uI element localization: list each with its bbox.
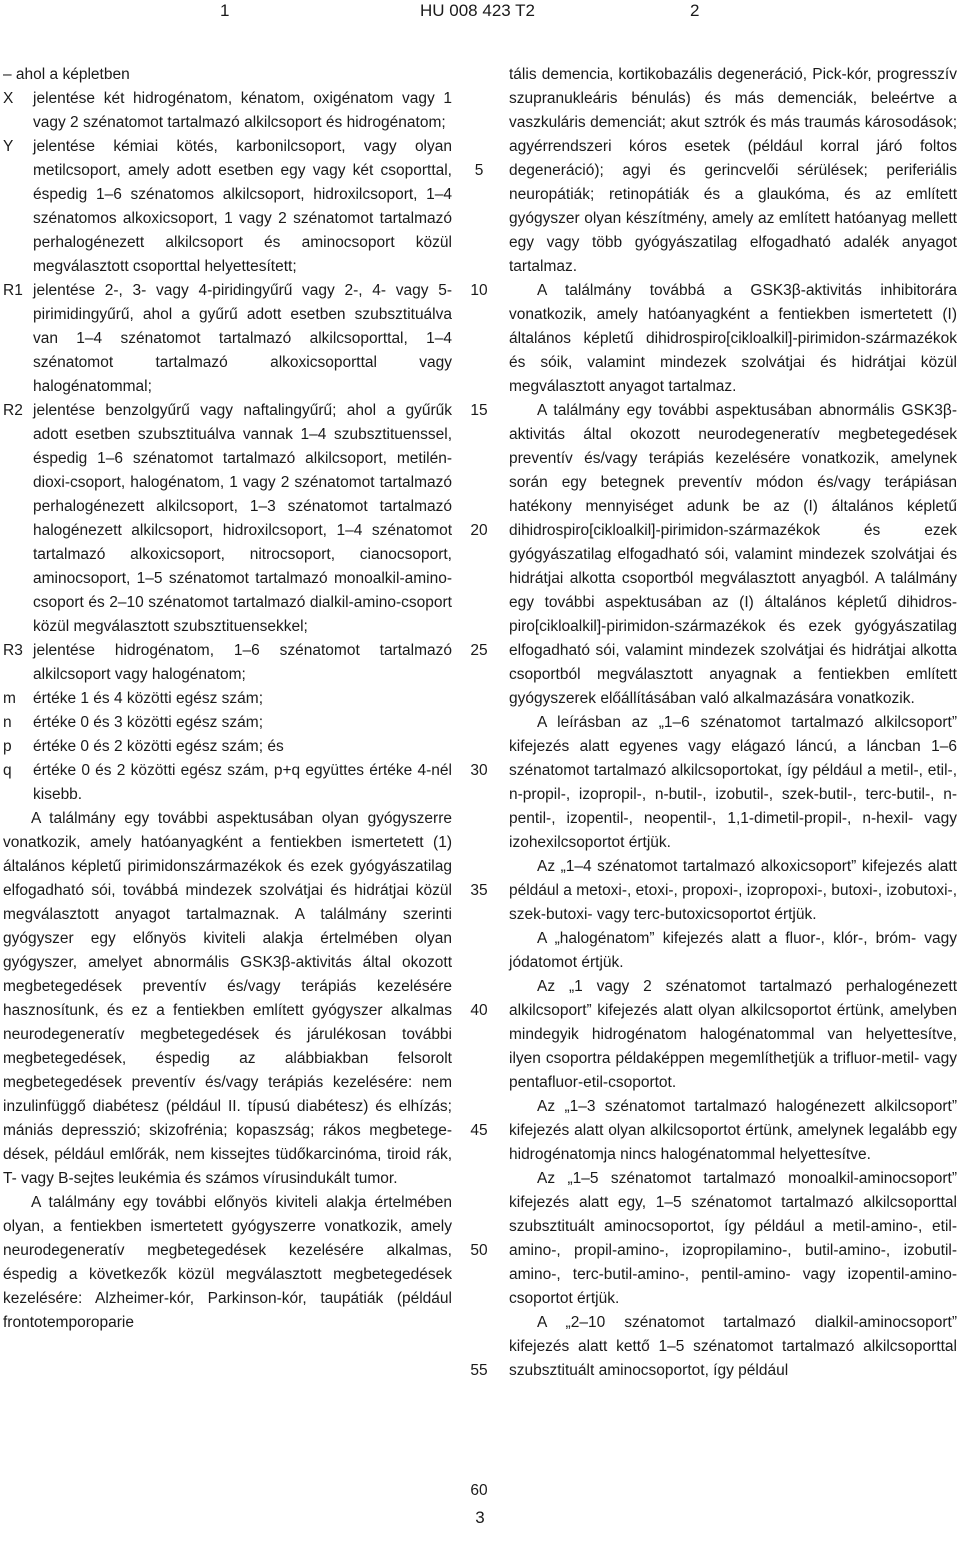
patent-number: HU 008 423 T2 bbox=[420, 1, 535, 20]
symbol: X bbox=[3, 90, 14, 107]
definition-text: értéke 0 és 3 közötti egész szám; bbox=[33, 714, 264, 731]
line-number: 20 bbox=[470, 522, 488, 539]
line-number: 45 bbox=[470, 1122, 488, 1139]
right-page-number: 2 bbox=[690, 1, 700, 20]
line-number: 50 bbox=[470, 1242, 488, 1259]
definition-r1 bbox=[3, 279, 452, 399]
line-number: 15 bbox=[470, 402, 488, 419]
paragraph: A találmány egy további előnyös kiviteli alakja értelmében olyan, a fentiekben ismertetett gyógyszerre vonatkozik, amely neurodegeneratív megbetegedések kezelésére alkalmas, éspedig a következők közül megválasztott megbetegedések kezelésére: Alzheimer-kór, Parkinson-kór, taupátiák (például frontotemporoparie bbox=[3, 1194, 452, 1331]
paragraph: Az „1 vagy 2 szénatomot tartalmazó perhalogénezett alkilcsoport” kifejezés alatt olyan alkilcsoportot értünk, amelyben mindegyik hidrogénatom halogénatommal van helyettesítve, ilyen csoportra példaképpen megemlíthetjük a trifluor-metil- vagy pentafluor-etil-csoportot. bbox=[509, 978, 957, 1091]
definition-y bbox=[3, 135, 452, 279]
symbol: R3 bbox=[3, 642, 23, 659]
symbol: p bbox=[3, 738, 12, 755]
line-number: 25 bbox=[470, 642, 488, 659]
definition-r2 bbox=[3, 399, 452, 639]
line-number: 55 bbox=[470, 1362, 488, 1379]
line-number: 40 bbox=[470, 1002, 488, 1019]
definition-n bbox=[3, 711, 452, 735]
symbol: n bbox=[3, 714, 12, 731]
definition-text: jelentése hidrogénatom, 1–6 szénatomot tartalmazó alkilcsoport vagy halogénatom; bbox=[33, 642, 452, 683]
symbol: R1 bbox=[3, 282, 23, 299]
left-column bbox=[3, 63, 452, 1335]
definition-q bbox=[3, 759, 452, 807]
paragraph: Az „1–3 szénatomot tartalmazó halogénezett alkilcsoport” kifejezés alatt olyan alkilcsoportot értünk, amelynek legalább egy hidrogénatomja nincs halogénatommal helyettesítve. bbox=[509, 1098, 957, 1163]
definition-text: értéke 0 és 2 közötti egész szám, p+q együttes értéke 4-nél kisebb. bbox=[33, 762, 452, 803]
definition-text: értéke 0 és 2 közötti egész szám; és bbox=[33, 738, 284, 755]
paragraph: Az „1–5 szénatomot tartalmazó monoalkil-aminocsoport” kifejezés alatt egy, 1–5 szénatomot tartalmazó alkilcsoporttal szubsztituált aminocsoportot, így például a metil-amino-, etil-amino-, propil-amino-, izopropilamino-, butil-amino-, izobutil-amino-, terc-butil-amino-, pentil-amino- vagy izopentil-amino-csoportot értjük. bbox=[509, 1170, 957, 1307]
paragraph: A találmány egy további aspektusában olyan gyógyszerre vonatkozik, amely hatóanyagként a fentiekben ismertetett (1) általános képletű pirimidonszármazékok és ezek gyógyászatilag elfogadható sói, továbbá mindezek szolvátjai és hidrátjai közül megválasztott anyagot tartalmaznak. A találmány szerinti gyógyszer egy előnyös kiviteli alakja értelmében olyan gyógyszer, amelyet abnormális GSK3β-aktivitás által okozott megbetegedések preventív és/vagy terápiás kezelésére hasznosítunk, és ez a fentiekben említett gyógyszer alkalmas neurodegeneratív megbetegedések és járulékosan további megbetegedések, éspedig az alábbiakban felsorolt megbetegedések preventív és/vagy terápiás kezelésére: nem inzulinfüggő diabétesz (például II. típusú diabétesz) és elhízás; mániás depresszió; skizofrénia; kopaszság; rákos megbetegedések, például emlőrák, nem kissejtes tüdőkarcinóma, tiroid rák, T- vagy B-sejtes leukémia és számos vírusindukált tumor. bbox=[3, 810, 452, 1187]
paragraph: Az „1–4 szénatomot tartalmazó alkoxicsoport” kifejezés alatt például a metoxi-, etoxi-, propoxi-, izopropoxi-, butoxi-, izobutoxi-, szek-butoxi- vagy terc-butoxicsoportot értjük. bbox=[509, 858, 957, 923]
paragraph: A „2–10 szénatomot tartalmazó dialkil-aminocsoport” kifejezés alatt kettő 1–5 szénatomot tartalmazó alkilcsoporttal szubsztituált aminocsoportot, így például bbox=[509, 1314, 957, 1379]
line-number: 10 bbox=[470, 282, 488, 299]
definition-p bbox=[3, 735, 452, 759]
definition-x bbox=[3, 87, 452, 135]
right-column bbox=[509, 63, 957, 1383]
definition-text: jelentése két hidrogénatom, kénatom, oxigénatom vagy 1 vagy 2 szénatomot tartalmazó alkilcsoport és hidrogénatom; bbox=[33, 90, 452, 131]
page-footer-number: 3 bbox=[475, 1508, 485, 1527]
definition-text: értéke 1 és 4 közötti egész szám; bbox=[33, 690, 264, 707]
line-number: 60 bbox=[470, 1482, 488, 1499]
formula-intro: – ahol a képletben bbox=[3, 66, 130, 83]
symbol: m bbox=[3, 690, 16, 707]
symbol: R2 bbox=[3, 402, 23, 419]
paragraph: A „halogénatom” kifejezés alatt a fluor-, klór-, bróm- vagy jódatomot értjük. bbox=[509, 930, 957, 971]
symbol: Y bbox=[3, 138, 14, 155]
definition-text: jelentése kémiai kötés, karbonilcsoport, vagy olyan metilcsoport, amely adott esetben egy vagy két csoporttal, éspedig 1–6 szénatomos alkilcsoport, hidroxilcsoport, 1–4 szénatomos alkoxicsoport, 1 vagy 2 szénatomot tartalmazó perhalogénezett alkilcsoport és aminocsoport közül megválasztott csoporttal helyettesített; bbox=[33, 138, 452, 275]
left-page-number: 1 bbox=[220, 1, 230, 20]
definition-text: jelentése benzolgyűrű vagy naftalingyűrű; ahol a gyűrűk adott esetben szubsztituálva vannak 1–4 szubsztituenssel, éspedig 1–6 szénatomot tartalmazó alkilcsoport, metilén-dioxi-csoport, halogénatom, 1 vagy 2 szénatomot tartalmazó perhalogénezett alkilcsoport, 1–3 szénatomot tartalmazó halogénezett alkilcsoport, hidroxilcsoport, 1–4 szénatomot tartalmazó alkoxicsoport, nitrocsoport, cianocsoport, aminocsoport, 1–5 szénatomot tartalmazó monoalkil-amino-csoport és 2–10 szénatomot tartalmazó dialkil-amino-csoport közül megválasztott szubsztituensekkel; bbox=[33, 402, 452, 635]
paragraph: tális demencia, kortikobazális degeneráció, Pick-kór, progresszív szupranukleáris bénulás) és más demenciák, beleértve a vaszkuláris demenciát; akut sztrók és más traumás károsodások; agyérrendszeri kóros esetek (például korral járó foltos degeneráció); agyi és gerincvelői sérülések; periferiális neuropátiák; retinopátiák és a glaukóma, és az említett gyógyszer olyan készítmény, amely az említett hatóanyag mellett egy vagy több gyógyászatilag elfogadható adalék anyagot tartalmaz. bbox=[509, 66, 957, 275]
paragraph: A találmány továbbá a GSK3β-aktivitás inhibitorára vonatkozik, amely hatóanyagként a fentiekben ismertetett (I) általános képletű dihidrospiro[cikloalkil]-pirimidon-származékok és sóik, valamint mindezek szolvátjai és hidrátjai közül megválasztott anyagot tartalmaz. bbox=[509, 282, 957, 395]
definition-text: jelentése 2-, 3- vagy 4-piridingyűrű vagy 2-, 4- vagy 5-pirimidingyűrű, ahol a gyűrű adott esetben szubsztituálva van 1–4 szénatomot tartalmazó alkilcsoporttal, 1–4 szénatomot tartalmazó alkoxicsoporttal vagy halogénatommal; bbox=[33, 282, 452, 395]
definition-m bbox=[3, 687, 452, 711]
line-number: 5 bbox=[474, 162, 484, 179]
line-number: 35 bbox=[470, 882, 488, 899]
symbol: q bbox=[3, 762, 12, 779]
definition-r3 bbox=[3, 639, 452, 687]
paragraph: A leírásban az „1–6 szénatomot tartalmazó alkilcsoport” kifejezés alatt egyenes vagy elágazó láncú, a láncban 1–6 szénatomot tartalmazó alkilcsoportokat, így például a metil-, etil-, n-propil-, izopropil-, n-butil-, izobutil-, szek-butil-, terc-butil-, n-pentil-, izopentil-, neopentil-, 1,1-dimetil-propil-, n-hexil- vagy izohexilcsoportot értjük. bbox=[509, 714, 957, 851]
paragraph: A találmány egy további aspektusában abnormális GSK3β-aktivitás által okozott neurodegeneratív megbetegedések preventív és/vagy terápiás kezelésére vonatkozik, amelynek során egy betegnek preventív módon és/vagy terápiásan hatékony mennyiséget adunk be az (I) általános képletű dihidrospiro[cikloalkil]-pirimidon-származékok és ezek gyógyászatilag elfogadható sói, valamint mindezek szolvátjai és hidrátjai alkotta csoportból megválasztott anyagból. A találmány egy további aspektusában az (I) általános képletű dihidrospiro[cikloalkil]-pirimidon-származékok és ezek gyógyászatilag elfogadható sói, valamint mindezek szolvátjai és hidrátjai alkotta csoportból megválasztott anyagnak a fentiekben említett gyógyszerek előállításában való alkalmazására vonatkozik. bbox=[509, 402, 957, 707]
line-number: 30 bbox=[470, 762, 488, 779]
